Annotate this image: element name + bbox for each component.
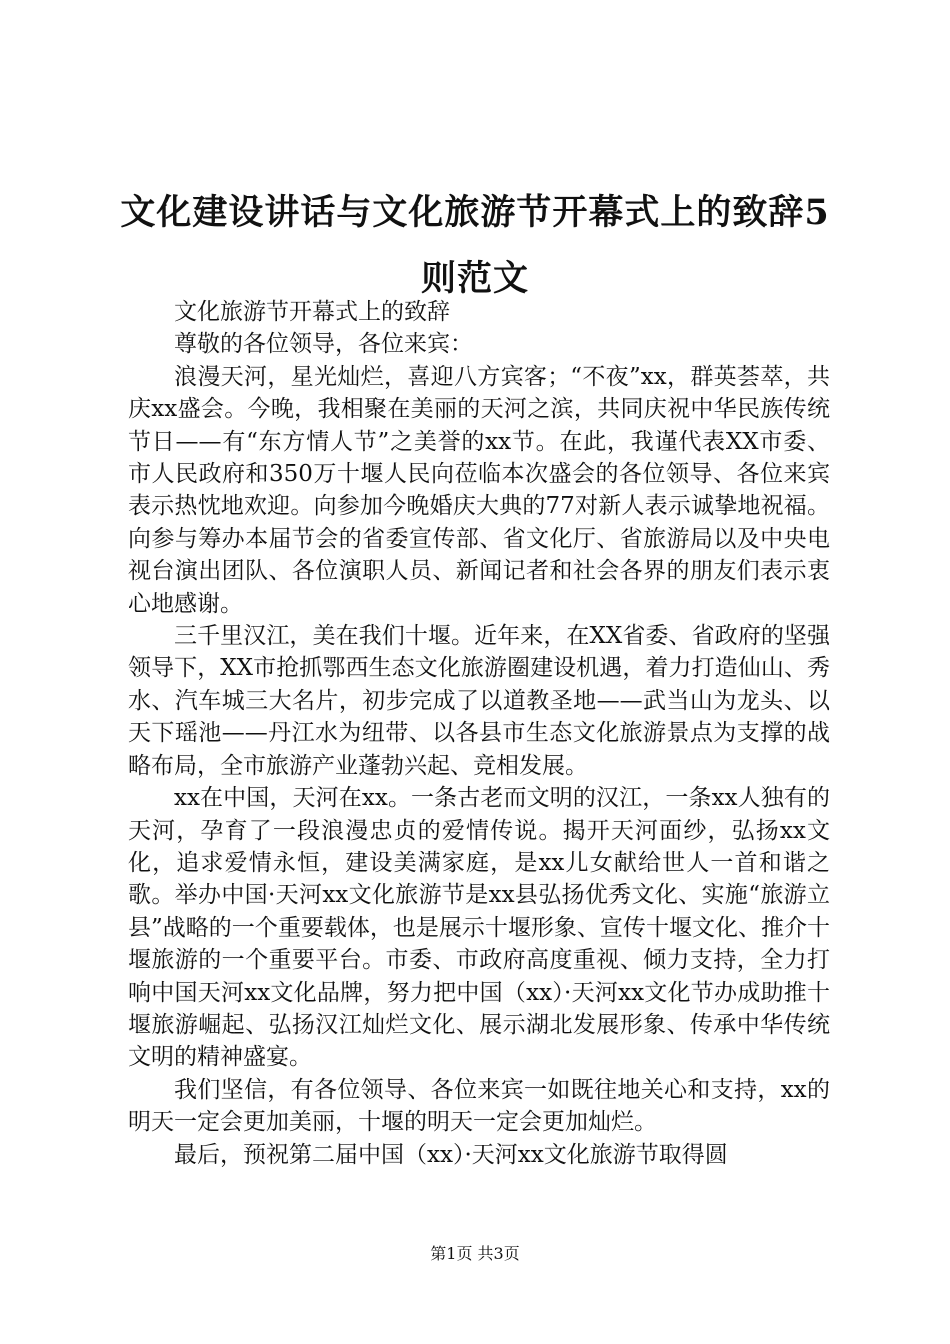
body-paragraph: 浪漫天河，星光灿烂，喜迎八方宾客；“不夜”xx，群英荟萃，共庆xx盛会。今晚，我相聚在美丽的天河之滨，共同庆祝中华民族传统节日——有“东方情人节”之美誉的xx节。在此，我谨代表XX市委、市人民政府和350万十堰人民向莅临本次盛会的各位领导、各位来宾表示热忱地欢迎。向参加今晚婚庆大典的77对新人表示诚挚地祝福。向参与筹办本届节会的省委宣传部、省文化厅、省旅游局以及中央电视台演出团队、各位演职人员、新闻记者和社会各界的朋友们表示衷心地感谢。 <box>128 363 830 617</box>
subtitle-paragraph: 文化旅游节开幕式上的致辞 <box>174 299 450 325</box>
body-paragraph: 最后，预祝第二届中国（xx）·天河xx文化旅游节取得圆 <box>174 1141 728 1168</box>
body-paragraph: 三千里汉江，美在我们十堰。近年来，在XX省委、省政府的坚强领导下，XX市抢抓鄂西生态文化旅游圈建设机遇，着力打造仙山、秀水、汽车城三大名片，初步完成了以道教圣地——武当山为龙头、以天下瑶池——丹江水为纽带、以各县市生态文化旅游景点为支撑的战略布局，全市旅游产业蓬勃兴起、竞相发展。 <box>128 623 830 779</box>
document-body <box>128 296 830 1171</box>
page-number-footer: 第1页 共3页 <box>430 1244 520 1263</box>
document-title: 文化建设讲话与文化旅游节开幕式上的致辞5则范文 <box>120 192 830 299</box>
salutation-paragraph: 尊敬的各位领导，各位来宾： <box>174 331 473 358</box>
body-paragraph: xx在中国，天河在xx。一条古老而文明的汉江，一条xx人独有的天河，孕育了一段浪漫忠贞的爱情传说。揭开天河面纱，弘扬xx文化，追求爱情永恒，建设美满家庭，是xx儿女献给世人一首和谐之歌。举办中国·天河xx文化旅游节是xx县弘扬优秀文化、实施“旅游立县”战略的一个重要载体，也是展示十堰形象、宣传十堰文化、推介十堰旅游的一个重要平台。市委、市政府高度重视、倾力支持，全力打响中国天河xx文化品牌，努力把中国（xx）·天河xx文化节办成助推十堰旅游崛起、弘扬汉江灿烂文化、展示湖北发展形象、传承中华传统文明的精神盛宴。 <box>128 785 830 1071</box>
body-paragraph: 我们坚信，有各位领导、各位来宾一如既往地关心和支持，xx的明天一定会更加美丽，十堰的明天一定会更加灿烂。 <box>128 1076 830 1136</box>
